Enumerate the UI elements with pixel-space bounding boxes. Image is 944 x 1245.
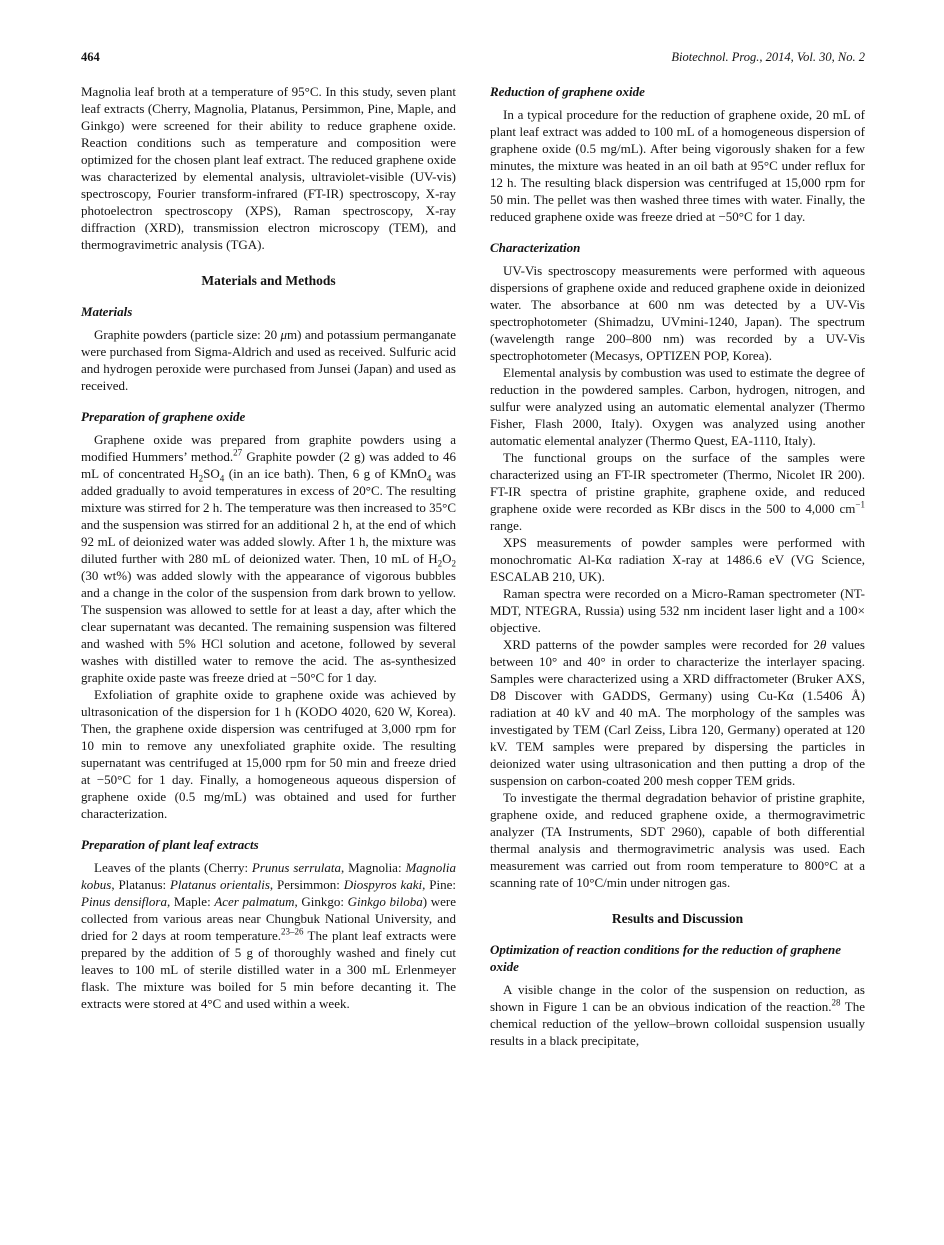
italic-text: μ — [280, 327, 288, 342]
text-run: Elemental analysis by combustion was used to estimate the degree of reduction in the powdered samples. Carbon, hydrogen, nitrogen, and sulfur were analyzed using an automatic elemental analyzer (Thermo Fisher, Flash 2000, Italy). Oxygen was analyzed using another automatic elemental analyzer (Thermo Quest, EA-1110, Italy). — [490, 365, 865, 448]
subscript: 4 — [219, 473, 225, 484]
text-run: m) and potassium permanganate were purchased from Sigma-Aldrich and used as received. Sulfuric acid and hydrogen peroxide were purchased from Junsei (Japan) and used as received. — [81, 327, 456, 393]
paragraph — [81, 83, 456, 253]
paragraph — [490, 106, 865, 225]
right-column — [490, 83, 865, 1049]
superscript-reference: 27 — [233, 447, 243, 458]
left-column — [81, 83, 456, 1049]
text-run: Results and Discussion — [611, 911, 744, 926]
paragraph — [490, 534, 865, 585]
text-run: range. — [490, 518, 523, 533]
subsection-heading — [81, 836, 456, 853]
paragraph — [490, 636, 865, 789]
text-run: The chemical reduction of the yellow–brown colloidal suspension usually results in a black precipitate, — [490, 999, 866, 1048]
text-run: Optimization of reaction conditions for the reduction of graphene oxide — [490, 942, 842, 974]
text-run: Characterization — [490, 240, 581, 255]
text-run: (in an ice bath). Then, 6 g of KMnO — [224, 466, 427, 481]
text-run: The plant leaf extracts were prepared by the addition of 5 g of thoroughly washed and finely cut leaves to 100 mL of sterile distilled water in a 300 mL Erlenmeyer flask. The mixture was boiled for 5 min before decanting it. The extracts were stored at 4°C and used within a week. — [81, 928, 456, 1011]
text-run: Graphite powder (2 g) was added to 46 mL of concentrated H — [81, 449, 457, 481]
page-number: 464 — [81, 50, 100, 64]
paragraph — [490, 449, 865, 534]
text-run: was added gradually to avoid temperatures in excess of 20°C. The resulting mixture was stirred for 2 h. The temperature was then increased to 35°C and the suspension was stirred for an additional 2 h, at the end of which 92 mL of deionized water was added slowly. After 1 h, the mixture was diluted further with 280 mL of deionized water. Then, 10 mL of H — [81, 466, 456, 566]
text-run: A visible change in the color of the suspension on reduction, as shown in Figure 1 can be an obvious indication of the reaction. — [490, 982, 865, 1014]
text-run: In a typical procedure for the reduction of graphene oxide, 20 mL of plant leaf extract was added to 100 mL of a homogeneous dispersion of graphene oxide (0.5 mg/mL). After being vigorously shaken for a few minutes, the mixture was heated in an oil bath at 95°C under reflux for 12 h. The resulting black dispersion was centrifuged at 15,000 rpm for 50 min. The pellet was then washed three times with water. Finally, the reduced graphene oxide was freeze dried at −50°C for 1 day. — [490, 107, 865, 224]
subsection-heading — [490, 941, 865, 975]
italic-text: Diospyros kaki — [343, 877, 423, 892]
italic-text: Platanus orientalis — [169, 877, 270, 892]
italic-text: Prunus serrulata — [251, 860, 342, 875]
text-run: The functional groups on the surface of the samples were characterized using an FT-IR spectrometer (Thermo, Nicolet IR 200). FT-IR spectra of pristine graphite, graphene oxide, and reduced graphene oxide were recorded as KBr discs in the 500 to 4,000 cm — [490, 450, 865, 516]
text-run: To investigate the thermal degradation behavior of pristine graphite, graphene oxide, and reduced graphene oxide, a thermogravimetric analyzer (TA Instruments, SDT 2960), capable of both differential thermal analysis and thermogravimetric analysis was used. Each measurement was carried out from room temperature to 800°C at a scanning rate of 10°C/min under nitrogen gas. — [490, 790, 865, 890]
text-run: , Maple: — [166, 894, 215, 909]
paragraph — [81, 431, 456, 686]
text-run: Graphene oxide was prepared from graphite powders using a modified Hummers’ method. — [81, 432, 456, 464]
paragraph — [81, 326, 456, 394]
subscript: 4 — [426, 473, 432, 484]
subsection-heading — [81, 303, 456, 320]
text-run: , Ginkgo: — [294, 894, 348, 909]
text-run: Leaves of the plants (Cherry: — [94, 860, 252, 875]
text-run: Preparation of plant leaf extracts — [81, 837, 259, 852]
paragraph — [490, 262, 865, 364]
text-run: , Persimmon: — [269, 877, 344, 892]
text-run: SO — [203, 466, 220, 481]
italic-text: Magnolia kobus — [81, 860, 456, 892]
subsection-heading — [490, 239, 865, 256]
text-run: values between 10° and 40° in order to characterize the interlayer spacing. Samples were characterized using a XRD diffractometer (Bruker AXS, D8 Discover with GADDS, Germany) using Cu-Kα (1.5406 Å) radiation at 40 kV and 40 mA. The morphology of the samples was investigated by TEM (Carl Zeiss, Libra 120, Germany) operated at 120 kV. TEM samples were prepared by dispersing the particles in deionized water using ultrasonication and then putting a drop of the suspension on carbon-coated 200 mesh copper TEM grids. — [490, 637, 865, 788]
text-run: Exfoliation of graphite oxide to graphene oxide was achieved by ultrasonication of the dispersion for 1 h (KODO 4020, 620 W, Korea). Then, the graphene oxide dispersion was centrifuged at 3,000 rpm for 10 min to remove any unexfoliated graphite oxide. The resulting supernatant was centrifuged at 15,000 rpm for 50 min and freeze dried at −50°C for 1 day. Finally, a homogeneous aqueous dispersion of graphene oxide (0.5 mg/mL) was obtained and used for further characterization. — [81, 687, 456, 821]
superscript-reference: −1 — [855, 499, 865, 510]
subsection-heading — [490, 83, 865, 100]
subscript: 2 — [451, 558, 456, 569]
text-run: Materials and Methods — [201, 273, 336, 288]
paragraph — [490, 585, 865, 636]
text-run: , Pine: — [422, 877, 456, 892]
superscript-reference: 28 — [831, 997, 841, 1008]
section-heading — [81, 272, 456, 289]
text-run: O — [442, 551, 452, 566]
journal-citation: Biotechnol. Prog., 2014, Vol. 30, No. 2 — [671, 50, 865, 64]
italic-text: Acer palmatum — [214, 894, 295, 909]
paragraph — [490, 981, 865, 1049]
page-header — [81, 50, 865, 65]
italic-text: Pinus densiflora — [81, 894, 167, 909]
text-run: Graphite powders (particle size: 20 — [94, 327, 281, 342]
text-run: (30 wt%) was added slowly with the appearance of vigorous bubbles and a change in the color of the suspension from dark brown to yellow. The suspension was allowed to settle for at least a day, after which the clear supernatant was decanted. The remaining suspension was filtered and washed with 5% HCl solution and acetone, followed by several washes with distilled water to remove the acid. The as-synthesized graphite oxide paste was freeze dried at −50°C for 1 day. — [81, 568, 456, 685]
text-run: Magnolia leaf broth at a temperature of 95°C. In this study, seven plant leaf extracts (Cherry, Magnolia, Platanus, Persimmon, Pine, Maple, and Ginkgo) were screened for their ability to reduce graphene oxide. Reaction conditions such as temperature and composition were optimized for the chosen plant leaf extract. The reduced graphene oxide was characterized by elemental analysis, ultraviolet-visible (UV-vis) spectroscopy, Fourier transform-infrared (FT-IR) spectroscopy, X-ray photoelectron spectroscopy (XPS), Raman spectroscopy, X-ray diffraction (XRD), transmission electron microscopy (TEM), and thermogravimetric analysis (TGA). — [81, 84, 456, 252]
text-run: Reduction of graphene oxide — [490, 84, 645, 99]
text-run: , Platanus: — [111, 877, 170, 892]
text-run: Materials — [81, 304, 133, 319]
subsection-heading — [81, 408, 456, 425]
text-run: , Magnolia: — [341, 860, 406, 875]
superscript-reference: 23–26 — [280, 926, 304, 937]
text-run: XRD patterns of the powder samples were recorded for 2 — [503, 637, 820, 652]
paragraph — [81, 686, 456, 822]
subscript: 2 — [437, 558, 443, 569]
text-run: ) were collected from various areas near Chungbuk National University, and dried for 2 days at room temperature. — [81, 894, 457, 943]
italic-text: θ — [820, 637, 827, 652]
text-run: XPS measurements of powder samples were performed with monochromatic Al-Kα radiation X-ray at 1486.6 eV (VG Science, ESCALAB 210, UK). — [490, 535, 865, 584]
paragraph — [490, 789, 865, 891]
text-run: Raman spectra were recorded on a Micro-Raman spectrometer (NT-MDT, NTEGRA, Russia) using 532 nm incident laser light and a 100× objective. — [490, 586, 865, 635]
section-heading — [490, 910, 865, 927]
text-run: UV-Vis spectroscopy measurements were performed with aqueous dispersions of graphene oxide and reduced graphene oxide in deionized water. The absorbance at 600 nm was detected by a UV-Vis spectrophotometer (Shimadzu, UVmini-1240, Japan). The spectrum (wavelength range 200–800 nm) was recorded by a UV-Vis spectrophotometer (Mecasys, OPTIZEN POP, Korea). — [490, 263, 865, 363]
two-column-body — [81, 83, 865, 1049]
text-run: Preparation of graphene oxide — [81, 409, 246, 424]
paragraph — [81, 859, 456, 1012]
italic-text: Ginkgo biloba — [347, 894, 423, 909]
subscript: 2 — [198, 473, 204, 484]
paragraph — [490, 364, 865, 449]
